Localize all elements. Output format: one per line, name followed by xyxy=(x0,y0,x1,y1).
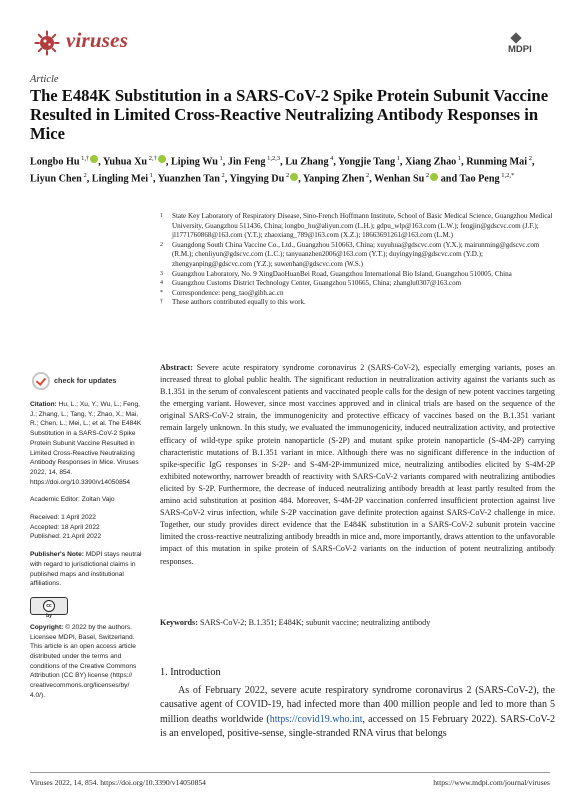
affiliation-item xyxy=(160,270,555,280)
author-name[interactable]: and Tao Peng xyxy=(440,173,500,185)
publisher-note xyxy=(30,550,142,589)
affiliation-number: 2 xyxy=(160,241,163,248)
author-affiliation-marker: 1,2,* xyxy=(499,172,515,180)
footer-divider xyxy=(30,772,550,773)
author-name[interactable]: Liping Wu xyxy=(170,156,218,168)
author-affiliation-marker: 2 xyxy=(284,172,290,180)
check-updates-button[interactable] xyxy=(32,372,142,390)
affiliation-item xyxy=(160,241,555,270)
orcid-icon[interactable] xyxy=(290,173,298,181)
author-name[interactable]: Jin Feng xyxy=(227,156,266,168)
paper-title: The E484K Substitution in a SARS-CoV-2 Spike Protein Subunit Vaccine Resulted in Limited Cross-Reactive Neutralizing Antibody Responses in Mice xyxy=(30,86,549,143)
editor-name: Zoltan Vajo xyxy=(81,496,115,504)
published-date: Published: 21 April 2022 xyxy=(30,533,102,541)
intro-paragraph xyxy=(160,684,555,741)
affiliation-item xyxy=(160,212,555,241)
author-affiliation-marker: 2 xyxy=(424,172,430,180)
author-name[interactable]: Yuanzhen Tan xyxy=(157,173,220,185)
author-name[interactable]: Liyun Chen xyxy=(30,173,82,185)
author-name[interactable]: Wenhan Su xyxy=(374,173,425,185)
author-affiliation-marker: 1 xyxy=(217,155,223,162)
author-affiliation-marker: 2 xyxy=(527,155,532,162)
keywords-label: Keywords: xyxy=(160,618,198,627)
copyright-block xyxy=(30,623,142,701)
keywords xyxy=(160,617,555,629)
sidebar xyxy=(30,372,142,709)
author-name[interactable]: Lingling Mei xyxy=(91,173,149,185)
affiliation-text: Guangzhou Customs District Technology Center, Guangzhou 510665, China; zhanglu0307@163.com xyxy=(172,279,462,288)
journal-logo-icon xyxy=(34,30,60,56)
author-name[interactable]: Yongjie Tang xyxy=(338,156,396,168)
affiliation-text: These authors contributed equally to this work. xyxy=(172,298,306,307)
author-name[interactable]: Longbo Hu xyxy=(30,156,80,168)
publisher-name: MDPI xyxy=(508,44,532,53)
check-updates-label: check for updates xyxy=(54,376,117,385)
accepted-date: Accepted: 18 April 2022 xyxy=(30,523,100,531)
received-date: Received: 1 April 2022 xyxy=(30,514,96,522)
publisher-note-label: Publisher's Note: xyxy=(30,551,84,559)
who-link[interactable]: https://covid19.who.int xyxy=(269,713,363,725)
author-name[interactable]: Runming Mai xyxy=(466,156,528,168)
author-affiliation-marker: 1,† xyxy=(79,155,90,162)
affiliation-text: Correspondence: peng_tao@gibh.ac.cn xyxy=(172,288,284,297)
keywords-text: SARS-CoV-2; B.1.351; E484K; subunit vaccine; neutralizing antibody xyxy=(199,618,431,627)
copyright-text: © 2022 by the authors. Licensee MDPI, Basel, Switzerland. This article is an open access article distributed under the terms and conditions of the Creative Commons Attribution (CC BY) license (https:// creativecommons.org/licenses/by/ 4.0/). xyxy=(30,623,137,699)
author-affiliation-marker: 1 xyxy=(395,155,400,162)
author-name[interactable]: Yanping Zhen xyxy=(302,173,365,185)
affiliation-text: State Key Laboratory of Respiratory Disease, Sino-French Hoffmann Institute, School of Basic Medical Science, Guangzhou Medical University, Guangzhou 511436, China; longbo_hu@aliyun.com (L.H.); gdpu_wlp@163.com (L.W.); fengjin@gdscvc.com (J.F.); jl1771760868@163.com (Y.T.); zhaoxiang_789@163.com (X.Z.); 18663691261@163.com (L.M.) xyxy=(172,212,553,240)
citation-label: Citation: xyxy=(30,401,57,408)
orcid-icon[interactable] xyxy=(158,155,166,163)
journal-name: viruses xyxy=(66,28,129,52)
section-heading-introduction: 1. Introduction xyxy=(160,667,221,678)
citation-text: Hu, L.; Xu, Y.; Wu, L.; Feng, J.; Zhang, L.; Tang, Y.; Zhao, X.; Mai, R.; Chen, L.; Mei, L.; et al. The E484K Substitution in a SARS-CoV-2 Spike Protein Subunit Vaccine Resulted in Limited Cross-Reactive Neutralizing Antibody Responses in Mice. Viruses 2022, 14, 854. https://doi.org/10.3390/v14050854 xyxy=(30,401,142,486)
copyright-label: Copyright: xyxy=(30,623,64,631)
affiliation-number: 4 xyxy=(160,280,163,287)
cc-text: cc by xyxy=(43,600,55,612)
author-affiliation-marker: 4 xyxy=(328,155,334,162)
intro-text-before: As of February 2022, severe acute respiratory syndrome coronavirus 2 (SARS-CoV-2), the causative agent of COVID-19, had infected more than 400 million people and led to more than 5 million deaths worldwide ( xyxy=(160,685,555,725)
author-affiliation-marker: 2 xyxy=(219,172,225,180)
author-list: Longbo Hu $^{1,\dagger}$ , Yuhua Xu $^{2,\dagger}$ , Liping Wu $^1$, Jin Feng $^{1,2,3}$, Lu Zhang $^4$, Yongjie Tang $^1$, Xiang Zhao $^1$, Runming Mai $^2$, Liyun Chen $^2$, Lingling Mei $^1$, Yuanzhen Tan $^2$, Yingying Du $^2$ , Yanping Zhen $^2$, Wenhan Su $^2$ and Tao Peng $^{1,2,*}$ xyxy=(30,155,535,185)
citation-block xyxy=(30,400,142,487)
orcid-icon[interactable] xyxy=(430,173,438,181)
footer-citation[interactable]: Viruses 2022, 14, 854. https://doi.org/10.3390/v14050854 xyxy=(30,778,206,787)
affiliation-text: Guangdong South China Vaccine Co., Ltd., Guangzhou 510663, China; xuyuhua@gdscvc.com (Y.X.); mairunming@gdscvc.com (R.M.); chenliyun@gdscvc.com (L.C.); tanyuanzhen2006@163.com (Y.T.); duyingying@gdscvc.com (Y.D.); zhengyanping@gdscvc.com (Y.Z.); suwenhan@gdscvc.com (W.S.) xyxy=(172,240,540,268)
orcid-icon[interactable] xyxy=(90,155,98,163)
author-name[interactable]: Yuhua Xu xyxy=(103,156,148,168)
affiliations xyxy=(160,212,555,308)
checkmark-icon xyxy=(32,372,50,390)
author-name[interactable]: Lu Zhang xyxy=(285,156,329,168)
affiliation-number: * xyxy=(160,289,163,296)
abstract xyxy=(160,362,555,568)
affiliation-number: † xyxy=(160,299,163,306)
cc-license-icon[interactable] xyxy=(30,597,68,619)
author-affiliation-marker: 1 xyxy=(148,172,153,180)
affiliation-item xyxy=(160,298,555,308)
affiliation-item xyxy=(160,279,555,289)
dates-block xyxy=(30,513,142,542)
abstract-label: Abstract: xyxy=(160,363,193,372)
article-type: Article xyxy=(30,74,59,85)
author-affiliation-marker: 2 xyxy=(81,172,87,180)
editor-label: Academic Editor: xyxy=(30,496,80,504)
intro-text-after: , accessed on 15 February 2022). SARS-CoV-2 is an enveloped, positive-sense, single-stranded RNA virus that belongs xyxy=(160,713,555,739)
page-footer xyxy=(30,778,550,787)
affiliation-text: Guangzhou Laboratory, No. 9 XingDaoHuanBei Road, Guangzhou International Bio Island, Guangzhou 510005, China xyxy=(172,269,512,278)
publisher-note-text: MDPI stays neutral with regard to jurisdictional claims in published maps and institutional affiliations. xyxy=(30,551,142,588)
affiliation-number: 3 xyxy=(160,270,163,277)
author-affiliation-marker: 1 xyxy=(456,155,462,162)
footer-journal-url[interactable]: https://www.mdpi.com/journal/viruses xyxy=(433,778,550,787)
affiliation-number: 1 xyxy=(160,213,163,219)
affiliation-item xyxy=(160,289,555,299)
author-name[interactable]: Xiang Zhao xyxy=(405,156,457,168)
abstract-text: Severe acute respiratory syndrome coronavirus 2 (SARS-CoV-2), especially emerging variants, poses an increased threat to global public health. The significant reduction in neutralization activity against the variants such as B.1.351 in the serum of convalescent patients and vaccinated people calls for the design of new potent vaccines targeting the emerging variant. However, since most vaccines approved and in clinical trials are based on the sequence of the original SARS-CoV-2 strain, the immunogenicity and protective efficacy of vaccines based on the B.1.351 variant remain largely unknown. In this study, we evaluated the immunogenicity, induced neutralization activity, and protective efficacy of wild-type spike protein nanoparticle (S-2P) and mutant spike protein nanoparticle (S-4M-2P) carrying characteristic mutations of B.1.351 variant in mice. Although there was no significant difference in the induction of spike-specific IgG responses in S-2P- and S-4M-2P-immunized mice, neutralizing antibodies elicited by S-4M-2P exhibited noteworthy, narrower breadth of reactivity with SARS-CoV-2 variants compared with neutralizing antibodies elicited by S-2P. Furthermore, the decrease of induced neutralizing antibody breadth at least partly resulted from the amino acid substitution at position 484. Moreover, S-4M-2P vaccination conferred insufficient protection against live SARS-CoV-2 virus infection, while S-2P vaccination gave definite protection against SARS-CoV-2 challenge in mice. Together, our study provides direct evidence that the E484K substitution in a SARS-CoV-2 subunit protein vaccine limited the cross-reactive neutralizing antibody breadth in mice and, more importantly, draws attention to the unfavorable impact of this mutation in spike protein of SARS-CoV-2 variants on the induction of potent neutralizing antibody responses. xyxy=(160,363,555,566)
editor-block xyxy=(30,495,142,505)
author-name[interactable]: Yingying Du xyxy=(229,173,285,185)
author-affiliation-marker: 1,2,3 xyxy=(265,155,281,162)
author-affiliation-marker: 2,† xyxy=(147,155,157,162)
author-affiliation-marker: 2 xyxy=(364,172,370,180)
mdpi-logo-icon xyxy=(506,31,548,53)
